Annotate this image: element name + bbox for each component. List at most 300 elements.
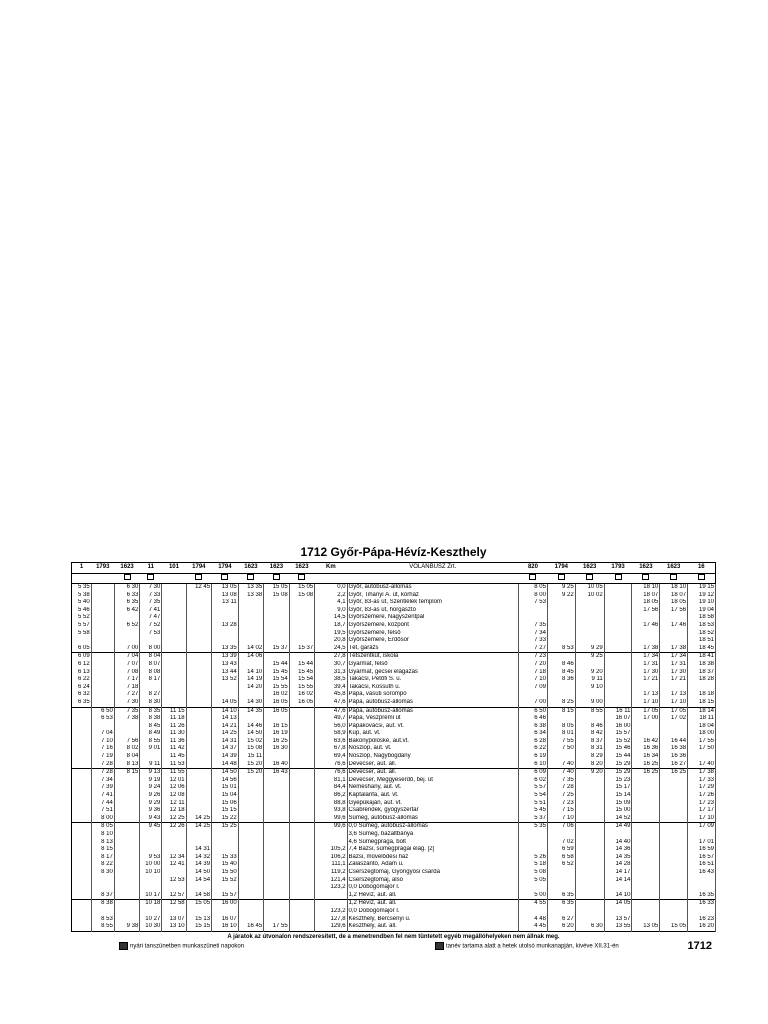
- time-cell: 7 10: [91, 738, 114, 746]
- time-cell: 18 04: [688, 723, 716, 731]
- time-cell: [238, 854, 263, 862]
- time-cell: 9 10: [575, 684, 604, 692]
- time-cell: [575, 900, 604, 908]
- time-cell: [186, 630, 211, 638]
- time-cell: 17 55: [264, 923, 289, 931]
- time-cell: [289, 854, 314, 862]
- timetable-row: [72, 691, 716, 699]
- time-cell: 8 55: [575, 707, 604, 715]
- time-cell: [289, 761, 314, 769]
- footnote-right: [435, 942, 619, 950]
- time-cell: [632, 784, 660, 792]
- time-cell: 7 35: [140, 599, 162, 607]
- time-cell: 17 34: [660, 653, 688, 661]
- time-cell: [72, 831, 92, 839]
- time-cell: [575, 607, 604, 615]
- time-cell: [212, 839, 239, 847]
- stop-name: Bazsi, művelődési ház: [347, 854, 518, 862]
- time-cell: 9 38: [114, 923, 139, 931]
- time-cell: [114, 916, 139, 924]
- time-cell: [186, 784, 211, 792]
- time-cell: 16 02: [289, 691, 314, 699]
- time-cell: [72, 777, 92, 785]
- marker-cell: [162, 574, 186, 584]
- time-cell: 14 10: [212, 707, 239, 715]
- time-cell: 12 18: [162, 807, 186, 815]
- marker-cell: [604, 574, 632, 584]
- time-cell: [238, 861, 263, 869]
- footnote-symbol-icon: [119, 942, 128, 950]
- time-cell: 16 34: [632, 753, 660, 761]
- time-cell: 8 42: [575, 730, 604, 738]
- time-cell: [547, 884, 575, 892]
- time-cell: 15 50: [212, 869, 239, 877]
- time-cell: 16 35: [688, 892, 716, 900]
- time-cell: 9 01: [140, 745, 162, 753]
- time-cell: 15 20: [238, 761, 263, 769]
- service-symbol-icon: [221, 574, 228, 580]
- time-cell: [212, 846, 239, 854]
- time-cell: [632, 839, 660, 847]
- time-cell: [91, 877, 114, 885]
- time-cell: [289, 846, 314, 854]
- marker-cell: [315, 574, 347, 584]
- timetable-row: [72, 792, 716, 800]
- time-cell: 9 53: [140, 854, 162, 862]
- time-cell: 6 52: [547, 861, 575, 869]
- time-cell: 14 52: [604, 815, 632, 823]
- time-cell: [289, 823, 314, 831]
- time-cell: [114, 823, 139, 831]
- time-cell: [604, 661, 632, 669]
- time-cell: 6 46: [518, 715, 547, 723]
- time-cell: [660, 823, 688, 831]
- time-cell: 15 13: [186, 916, 211, 924]
- time-cell: 13 05: [632, 923, 660, 931]
- time-cell: 17 56: [660, 607, 688, 615]
- time-cell: 16 05: [264, 699, 289, 707]
- time-cell: [660, 831, 688, 839]
- time-cell: 17 05: [632, 707, 660, 715]
- time-cell: 7 44: [91, 800, 114, 808]
- time-cell: 8 20: [575, 761, 604, 769]
- time-cell: [604, 669, 632, 677]
- time-cell: [140, 831, 162, 839]
- marker-row: [72, 574, 716, 584]
- time-cell: [238, 691, 263, 699]
- time-cell: [72, 846, 92, 854]
- time-cell: [238, 614, 263, 622]
- time-cell: [518, 839, 547, 847]
- train-number-header: 101: [162, 563, 186, 574]
- time-cell: [114, 792, 139, 800]
- time-cell: 7 28: [547, 784, 575, 792]
- time-cell: 8 13: [91, 839, 114, 847]
- time-cell: [238, 800, 263, 808]
- marker-cell: [114, 574, 139, 584]
- time-cell: 14 36: [604, 846, 632, 854]
- stop-name: Keszthely, aut. áll.: [347, 923, 518, 931]
- timetable-row: [72, 869, 716, 877]
- footnote-symbol-icon: [435, 942, 444, 950]
- time-cell: [604, 592, 632, 600]
- stop-name: 1,2 Hévíz, aut. áll.: [347, 892, 518, 900]
- time-cell: 16 43: [688, 869, 716, 877]
- time-cell: [264, 861, 289, 869]
- time-cell: 14 35: [238, 707, 263, 715]
- time-cell: 6 05: [72, 645, 92, 653]
- time-cell: 8 35: [140, 707, 162, 715]
- marker-cell: [72, 574, 92, 584]
- time-cell: [72, 800, 92, 808]
- time-cell: [72, 815, 92, 823]
- time-cell: [660, 892, 688, 900]
- time-cell: [264, 753, 289, 761]
- timetable-row: [72, 684, 716, 692]
- stop-name: Győrszemere, felső: [347, 630, 518, 638]
- time-cell: [114, 854, 139, 862]
- time-cell: [660, 730, 688, 738]
- time-cell: 13 35: [212, 645, 239, 653]
- time-cell: 8 45: [140, 723, 162, 731]
- page-title: 1712 Győr-Pápa-Hévíz-Keszthely: [300, 545, 487, 559]
- time-cell: [212, 691, 239, 699]
- time-cell: 15 00: [604, 807, 632, 815]
- time-cell: [264, 800, 289, 808]
- time-cell: 18 10: [632, 584, 660, 592]
- km-cell: 20,8: [315, 637, 347, 645]
- time-cell: 8 04: [140, 653, 162, 661]
- time-cell: 17 33: [688, 777, 716, 785]
- time-cell: [72, 861, 92, 869]
- time-cell: 18 51: [688, 637, 716, 645]
- time-cell: 14 49: [604, 823, 632, 831]
- stop-name: 0,0 Sümeg, autóbusz-állomás: [347, 823, 518, 831]
- time-cell: [264, 884, 289, 892]
- time-cell: 8 45: [547, 669, 575, 677]
- time-cell: 12 41: [162, 861, 186, 869]
- time-cell: 17 10: [660, 699, 688, 707]
- time-cell: 14 58: [186, 892, 211, 900]
- time-cell: 17 10: [688, 815, 716, 823]
- time-cell: [289, 807, 314, 815]
- time-cell: 6 22: [518, 745, 547, 753]
- km-cell: 105,2: [315, 846, 347, 854]
- time-cell: [289, 630, 314, 638]
- km-cell: 84,4: [315, 784, 347, 792]
- stop-name: 0,0 Dobogómajor I.: [347, 884, 518, 892]
- time-cell: [162, 669, 186, 677]
- time-cell: [688, 908, 716, 916]
- time-cell: 15 40: [212, 861, 239, 869]
- time-cell: 5 18: [518, 861, 547, 869]
- stop-name: Takácsi, Kossuth u.: [347, 684, 518, 692]
- stop-name: Gyarmat, gecsei elágazás: [347, 669, 518, 677]
- time-cell: [91, 592, 114, 600]
- time-cell: 14 19: [238, 676, 263, 684]
- time-cell: [289, 784, 314, 792]
- time-cell: 17 38: [660, 645, 688, 653]
- time-cell: 10 00: [140, 861, 162, 869]
- time-cell: 5 45: [518, 807, 547, 815]
- km-cell: 88,8: [315, 800, 347, 808]
- km-cell: 63,6: [315, 738, 347, 746]
- time-cell: 17 17: [688, 807, 716, 815]
- time-cell: 7 28: [91, 769, 114, 777]
- time-cell: [632, 823, 660, 831]
- time-cell: 12 25: [162, 815, 186, 823]
- time-cell: 14 06: [238, 653, 263, 661]
- time-cell: [660, 784, 688, 792]
- marker-cell: [518, 574, 547, 584]
- time-cell: [72, 854, 92, 862]
- time-cell: 14 25: [186, 815, 211, 823]
- time-cell: 16 43: [264, 769, 289, 777]
- time-cell: 8 15: [114, 769, 139, 777]
- time-cell: 16 05: [289, 699, 314, 707]
- time-cell: [140, 684, 162, 692]
- time-cell: [186, 684, 211, 692]
- timetable-row: [72, 861, 716, 869]
- time-cell: [114, 839, 139, 847]
- time-cell: [547, 684, 575, 692]
- time-cell: 11 30: [162, 730, 186, 738]
- time-cell: [91, 630, 114, 638]
- time-cell: 10 17: [140, 892, 162, 900]
- time-cell: [289, 637, 314, 645]
- train-number-header: 1623: [264, 563, 289, 574]
- km-cell: 69,4: [315, 753, 347, 761]
- time-cell: 16 20: [688, 923, 716, 931]
- time-cell: [212, 884, 239, 892]
- time-cell: 8 29: [575, 753, 604, 761]
- time-cell: 6 59: [547, 846, 575, 854]
- time-cell: 17 13: [660, 691, 688, 699]
- timetable-row: [72, 884, 716, 892]
- km-cell: 99,6: [315, 815, 347, 823]
- time-cell: [238, 777, 263, 785]
- time-cell: 8 00: [518, 592, 547, 600]
- time-cell: 16 25: [632, 761, 660, 769]
- time-cell: 8 36: [547, 676, 575, 684]
- time-cell: [264, 807, 289, 815]
- time-cell: [632, 815, 660, 823]
- time-cell: 14 56: [212, 777, 239, 785]
- time-cell: [238, 630, 263, 638]
- time-cell: 9 20: [575, 669, 604, 677]
- time-cell: 17 02: [660, 715, 688, 723]
- km-cell: 18,7: [315, 622, 347, 630]
- time-cell: 19 15: [688, 584, 716, 592]
- time-cell: 13 28: [212, 622, 239, 630]
- timetable-row: [72, 854, 716, 862]
- time-cell: 8 38: [91, 900, 114, 908]
- time-cell: [162, 607, 186, 615]
- service-symbol-icon: [147, 574, 154, 580]
- time-cell: [186, 908, 211, 916]
- time-cell: [91, 622, 114, 630]
- km-cell: 0,0: [315, 584, 347, 592]
- train-number-header: 1623: [660, 563, 688, 574]
- time-cell: [264, 637, 289, 645]
- stop-name: Gyarmat, felső: [347, 661, 518, 669]
- time-cell: [186, 669, 211, 677]
- time-cell: [162, 908, 186, 916]
- time-cell: 9 45: [140, 823, 162, 831]
- service-symbol-icon: [195, 574, 202, 580]
- time-cell: [238, 869, 263, 877]
- km-cell: 4,1: [315, 599, 347, 607]
- time-cell: [575, 916, 604, 924]
- time-cell: [264, 653, 289, 661]
- time-cell: 8 46: [547, 661, 575, 669]
- time-cell: [660, 637, 688, 645]
- timetable-row: [72, 777, 716, 785]
- time-cell: 14 10: [604, 892, 632, 900]
- time-cell: 17 50: [688, 745, 716, 753]
- time-cell: 14 39: [212, 753, 239, 761]
- time-cell: [632, 637, 660, 645]
- time-cell: 16 30: [264, 745, 289, 753]
- time-cell: 13 05: [212, 584, 239, 592]
- time-cell: 15 25: [212, 823, 239, 831]
- time-cell: [186, 637, 211, 645]
- time-cell: [632, 723, 660, 731]
- time-cell: 9 11: [575, 676, 604, 684]
- time-cell: [604, 622, 632, 630]
- marker-cell: [289, 574, 314, 584]
- time-cell: 9 13: [140, 769, 162, 777]
- time-cell: 4 45: [518, 923, 547, 931]
- marker-cell: [212, 574, 239, 584]
- marker-cell: [140, 574, 162, 584]
- time-cell: [72, 769, 92, 777]
- time-cell: [114, 777, 139, 785]
- time-cell: 14 32: [186, 854, 211, 862]
- timetable-row: [72, 607, 716, 615]
- time-cell: [72, 900, 92, 908]
- time-cell: [238, 877, 263, 885]
- time-cell: [186, 761, 211, 769]
- footnote-left: [119, 942, 244, 950]
- time-cell: [162, 676, 186, 684]
- time-cell: [575, 854, 604, 862]
- time-cell: 15 15: [212, 807, 239, 815]
- time-cell: 7 40: [547, 769, 575, 777]
- stop-name: Csabrendek, gyógyszertár: [347, 807, 518, 815]
- km-cell: [315, 839, 347, 847]
- time-cell: [518, 607, 547, 615]
- stop-name: Noszlop, aut. vt.: [347, 745, 518, 753]
- time-cell: [575, 892, 604, 900]
- time-cell: [186, 599, 211, 607]
- time-cell: [688, 877, 716, 885]
- time-cell: 15 52: [604, 738, 632, 746]
- time-cell: 18 05: [632, 599, 660, 607]
- time-cell: [140, 753, 162, 761]
- time-cell: 18 15: [688, 699, 716, 707]
- time-cell: 14 39: [186, 861, 211, 869]
- time-cell: 13 43: [212, 661, 239, 669]
- time-cell: 7 34: [91, 777, 114, 785]
- time-cell: 16 57: [688, 854, 716, 862]
- time-cell: 14 05: [212, 699, 239, 707]
- time-cell: [114, 831, 139, 839]
- time-cell: 8 38: [140, 715, 162, 723]
- time-cell: 17 38: [632, 645, 660, 653]
- time-cell: 7 39: [91, 784, 114, 792]
- time-cell: 5 37: [518, 815, 547, 823]
- time-cell: [186, 792, 211, 800]
- time-cell: [212, 637, 239, 645]
- time-cell: 18 11: [688, 715, 716, 723]
- time-cell: [72, 884, 92, 892]
- stop-name: Győr, autóbusz-állomás: [347, 584, 518, 592]
- stop-name: Győr, 83-as út, horgásztó: [347, 607, 518, 615]
- time-cell: [186, 715, 211, 723]
- time-cell: [238, 900, 263, 908]
- time-cell: 9 24: [140, 784, 162, 792]
- time-cell: [660, 877, 688, 885]
- stop-name: 0,0 Dobogómajor I.: [347, 908, 518, 916]
- time-cell: 6 09: [72, 653, 92, 661]
- time-cell: 8 15: [91, 846, 114, 854]
- time-cell: 8 05: [547, 723, 575, 731]
- time-cell: [91, 584, 114, 592]
- time-cell: [547, 630, 575, 638]
- time-cell: 18 18: [688, 691, 716, 699]
- time-cell: 15 45: [289, 669, 314, 677]
- time-cell: [264, 892, 289, 900]
- time-cell: [660, 916, 688, 924]
- stop-name: Pápa, Veszprémi út: [347, 715, 518, 723]
- time-cell: 15 15: [186, 923, 211, 931]
- time-cell: 8 25: [547, 699, 575, 707]
- time-cell: 17 30: [632, 669, 660, 677]
- time-cell: 17 31: [632, 661, 660, 669]
- time-cell: [91, 599, 114, 607]
- timetable-row: [72, 831, 716, 839]
- time-cell: [91, 908, 114, 916]
- km-cell: 129,6: [315, 923, 347, 931]
- time-cell: 14 25: [186, 823, 211, 831]
- time-cell: 9 26: [140, 792, 162, 800]
- time-cell: [660, 614, 688, 622]
- time-cell: [575, 792, 604, 800]
- time-cell: 15 05: [264, 584, 289, 592]
- time-cell: [289, 800, 314, 808]
- time-cell: 15 23: [604, 777, 632, 785]
- time-cell: [289, 916, 314, 924]
- time-cell: [72, 916, 92, 924]
- time-cell: [91, 684, 114, 692]
- marker-cell: [264, 574, 289, 584]
- train-number-header: 1793: [91, 563, 114, 574]
- time-cell: [264, 599, 289, 607]
- time-cell: [518, 884, 547, 892]
- time-cell: 14 30: [238, 699, 263, 707]
- time-cell: 6 24: [72, 684, 92, 692]
- time-cell: [660, 777, 688, 785]
- time-cell: [91, 637, 114, 645]
- time-cell: 14 50: [212, 769, 239, 777]
- time-cell: [212, 614, 239, 622]
- time-cell: [186, 607, 211, 615]
- timetable-row: [72, 723, 716, 731]
- time-cell: 15 57: [604, 730, 632, 738]
- time-cell: 5 35: [72, 584, 92, 592]
- timetable-row: [72, 839, 716, 847]
